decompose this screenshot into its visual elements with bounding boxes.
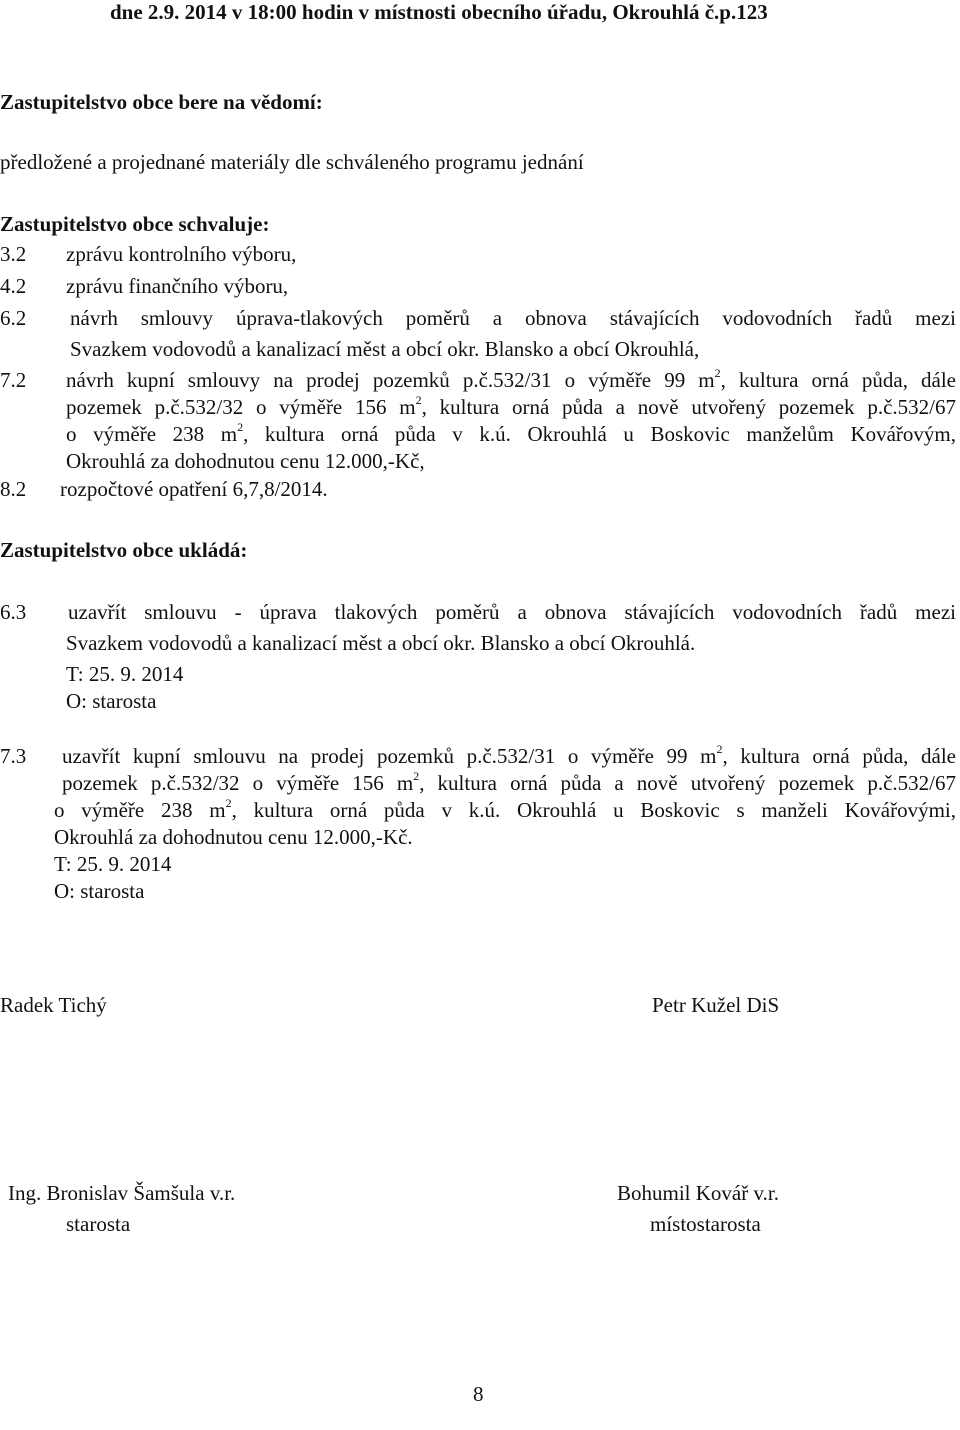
text-part: o výměře 238 m (54, 798, 226, 822)
order-item-6-3-term: T: 25. 9. 2014 (66, 662, 184, 686)
text-part: návrh kupní smlouvy na prodej pozemků p.č.532/31 o výměře 99 m (66, 368, 715, 392)
approve-item-3-2 (0, 242, 296, 267)
order-item-6-3-line1: uzavřít smlouvu - úprava tlakových poměrů a obnova stávajících vodovodních řadů mezi (68, 600, 956, 624)
item-number: 8.2 (0, 477, 27, 501)
notes-text: předložené a projednané materiály dle schváleného programu jednání (0, 150, 584, 174)
approve-item-4-2 (0, 274, 288, 299)
mayor-name: Ing. Bronislav Šamšula v.r. (8, 1181, 236, 1205)
approve-item-7-2-number: 7.2 (0, 368, 27, 392)
superscript: 2 (237, 420, 244, 434)
approve-item-7-2-line2 (66, 395, 956, 420)
approve-item-6-2-number: 6.2 (0, 306, 27, 330)
item-text: zprávu kontrolního výboru, (66, 242, 297, 266)
order-item-7-3-line1 (62, 744, 956, 769)
text-part: o výměře 238 m (66, 422, 238, 446)
text-part: uzavřít kupní smlouvu na prodej pozemků p.č.532/31 o výměře 99 m (62, 744, 717, 768)
item-number: 3.2 (0, 242, 27, 266)
text-part: , kultura orná půda a nově utvořený pozemek p.č.532/67 (421, 395, 956, 419)
order-item-7-3-number: 7.3 (0, 744, 27, 768)
mayor-role: starosta (66, 1212, 131, 1236)
deputy-name: Bohumil Kovář v.r. (617, 1181, 779, 1205)
text-part: pozemek p.č.532/32 o výměře 156 m (66, 395, 416, 419)
approve-item-7-2-line4: Okrouhlá za dohodnutou cenu 12.000,-Kč, (66, 449, 425, 473)
order-item-7-3-line2 (62, 771, 956, 796)
item-number: 4.2 (0, 274, 27, 298)
order-item-6-3-owner: O: starosta (66, 689, 157, 713)
order-item-7-3-line4: Okrouhlá za dohodnutou cenu 12.000,-Kč. (54, 825, 413, 849)
text-part: , kultura orná půda v k.ú. Okrouhlá u Boskovic s manželi Kovářovými, (231, 798, 956, 822)
superscript: 2 (714, 366, 721, 380)
order-item-6-3-number: 6.3 (0, 600, 27, 624)
order-item-6-3-line2: Svazkem vodovodů a kanalizací měst a obcí okr. Blansko a obcí Okrouhlá. (66, 631, 696, 655)
section-title-orders: Zastupitelstvo obce ukládá: (0, 538, 248, 562)
approve-item-7-2-line1 (66, 368, 956, 393)
approve-item-6-2-line2: Svazkem vodovodů a kanalizací měst a obcí okr. Blansko a obcí Okrouhlá, (70, 337, 700, 361)
section-title-approves: Zastupitelstvo obce schvaluje: (0, 212, 270, 236)
approve-item-8-2 (0, 477, 328, 502)
text-part: , kultura orná půda v k.ú. Okrouhlá u Boskovic manželům Kovářovým, (243, 422, 957, 446)
section-title-notes: Zastupitelstvo obce bere na vědomí: (0, 90, 323, 114)
text-part: , kultura orná půda a nově utvořený pozemek p.č.532/67 (419, 771, 956, 795)
page-number: 8 (473, 1382, 484, 1406)
verifier-2-name: Petr Kužel DiS (652, 993, 780, 1017)
superscript: 2 (225, 796, 232, 810)
superscript: 2 (415, 393, 422, 407)
text-part: , kultura orná půda, dále (722, 744, 956, 768)
deputy-role: místostarosta (650, 1212, 761, 1236)
page-header: dne 2.9. 2014 v 18:00 hodin v místnosti obecního úřadu, Okrouhlá č.p.123 (110, 0, 768, 24)
order-item-7-3-owner: O: starosta (54, 879, 145, 903)
text-part: , kultura orná půda, dále (720, 368, 956, 392)
superscript: 2 (413, 769, 420, 783)
item-text: zprávu finančního výboru, (66, 274, 289, 298)
text-part: pozemek p.č.532/32 o výměře 156 m (62, 771, 414, 795)
verifier-1-name: Radek Tichý (0, 993, 107, 1017)
item-text: rozpočtové opatření 6,7,8/2014. (60, 477, 328, 501)
superscript: 2 (716, 742, 723, 756)
order-item-7-3-line3 (54, 798, 956, 823)
approve-item-7-2-line3 (66, 422, 956, 447)
approve-item-6-2-line1: návrh smlouvy úprava-tlakových poměrů a obnova stávajících vodovodních řadů mezi (70, 306, 956, 330)
order-item-7-3-term: T: 25. 9. 2014 (54, 852, 172, 876)
